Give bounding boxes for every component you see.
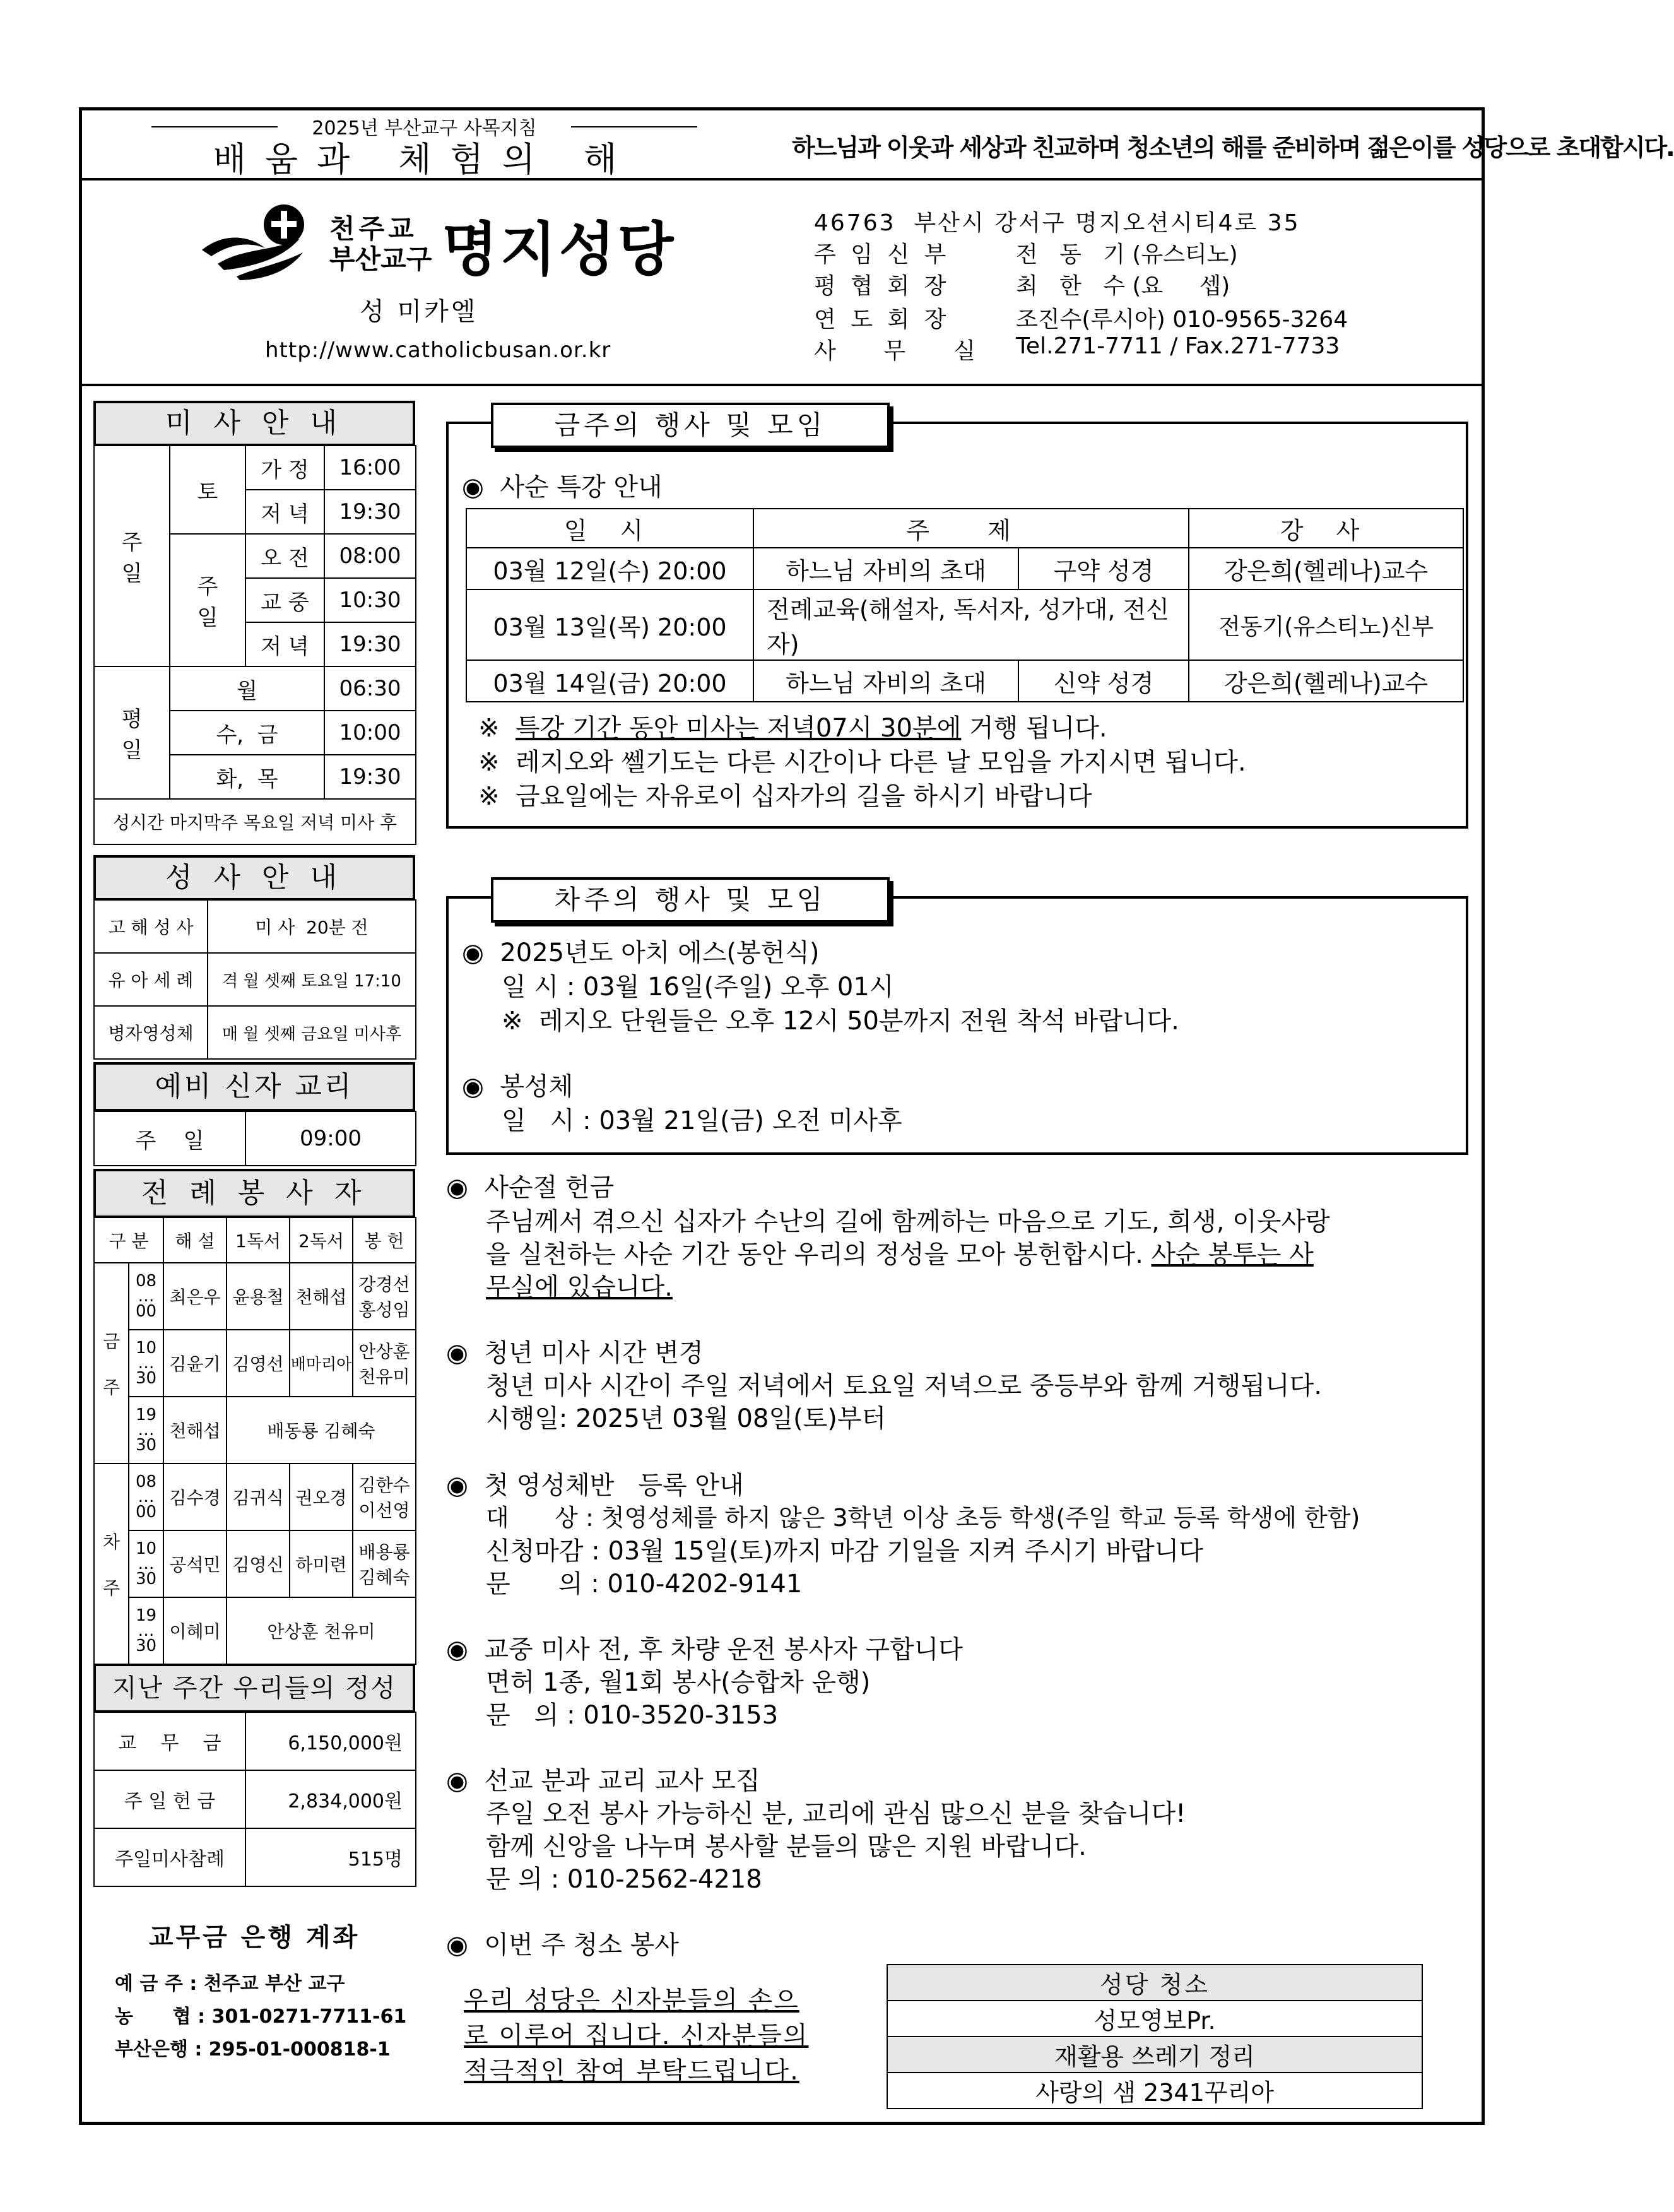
- servers-cell: 이혜미: [163, 1597, 227, 1664]
- lecture-table: [466, 508, 1464, 702]
- bank-title: 교무금 은행 계좌: [148, 1923, 360, 1952]
- offering-name: 주일미사참례: [94, 1828, 245, 1886]
- servers-cell: 김영신: [227, 1530, 290, 1597]
- note-suffix: 거행 됩니다.: [961, 714, 1107, 743]
- guideline-rule-right: [571, 126, 697, 127]
- catechumen-time: 09:00: [245, 1111, 416, 1166]
- lecture-sub: 신약 성경: [1018, 660, 1189, 702]
- servers-cell: 김수경: [163, 1464, 227, 1530]
- notice-text: 주님께서 겪으신 십자가 수난의 길에 함께하는 마음으로 기도, 희생, 이웃사랑: [486, 1207, 1330, 1236]
- lecture-lecturer: 전동기(유스티노)신부: [1189, 589, 1463, 660]
- lecture-lecturer: 강은희(헬레나)교수: [1189, 660, 1463, 702]
- sacrament-value: 매 월 셋째 금요일 미사후: [208, 1006, 416, 1059]
- notice-title: ◉ 선교 분과 교리 교사 모집: [446, 1766, 760, 1795]
- this-week-note: ※ 금요일에는 자유로이 십자가의 길을 하시기 바랍니다: [478, 782, 1092, 811]
- servers-next-week-label: 차 주: [94, 1464, 129, 1664]
- address: 46763 부산시 강서구 명지오션시티4로 35: [814, 210, 1300, 236]
- lecture-header-lecturer: 강 사: [1189, 509, 1463, 548]
- weekday-day: 화, 목: [170, 755, 324, 799]
- mass-row-time: 16:00: [324, 446, 416, 490]
- mass-table: [93, 445, 416, 845]
- sacrament-value: 미 사 20분 전: [208, 900, 416, 953]
- mass-sat-label: 토: [170, 446, 245, 534]
- offering-value: 6,150,000원: [245, 1712, 416, 1770]
- cleaning-row: 성모영보Pr.: [887, 2001, 1422, 2037]
- servers-cell: 배용룡 김혜숙: [353, 1530, 416, 1597]
- lecture-topic: 전례교육(해설자, 독서자, 성가대, 전신자): [753, 589, 1189, 660]
- offering-name: 주 일 헌 금: [94, 1770, 245, 1828]
- servers-cell: 천해섭: [163, 1397, 227, 1464]
- weekday-day: 수, 금: [170, 711, 324, 755]
- year-theme: 배움과 체험의 해: [213, 139, 636, 179]
- lent-text-b: 사순 봉투는 사: [1151, 1240, 1314, 1269]
- servers-cell: 강경선 홍성임: [353, 1263, 416, 1330]
- mass-row-time: 19:30: [324, 622, 416, 666]
- notice-title: ◉ 청년 미사 시간 변경: [446, 1339, 704, 1368]
- servers-cell: 권오경: [290, 1464, 353, 1530]
- sacrament-name: 고 해 성 사: [94, 900, 208, 953]
- offering-title: 지난 주간 우리들의 정성: [93, 1664, 415, 1713]
- mass-row-name: 교 중: [245, 578, 324, 622]
- servers-time: 19 … 30: [129, 1397, 163, 1464]
- note-underlined: 특강 기간 동안 미사는 저녁07시 30분에: [515, 714, 962, 743]
- clean-text: 우리 성당은 신자분들의 손으: [464, 1986, 799, 2015]
- notice-text: [486, 1234, 1314, 1270]
- lecture-topic: 하느님 자비의 초대: [753, 548, 1018, 589]
- servers-header: 1독서: [227, 1217, 290, 1263]
- sacrament-title: 성 사 안 내: [93, 855, 415, 901]
- note-prefix: ※: [478, 714, 516, 743]
- servers-cell: 김윤기: [163, 1330, 227, 1397]
- notice-title: ◉ 이번 주 청소 봉사: [446, 1931, 679, 1960]
- cleaning-row: 사랑의 샘 2341꾸리아: [887, 2073, 1422, 2108]
- servers-cell: 배마리아: [290, 1330, 353, 1397]
- mass-row-name: 가 정: [245, 446, 324, 490]
- next-week-title: 차주의 행사 및 모임: [491, 877, 890, 923]
- notice-text: 대 상 : 첫영성체를 하지 않은 3학년 이상 초등 학생(주일 학교 등록 학생에 한함): [486, 1504, 1360, 1532]
- mass-sunday-label: 주 일: [94, 446, 170, 666]
- bank-line: 부산은행 : 295-01-000818-1: [115, 2038, 391, 2061]
- bank-line: 예 금 주 : 천주교 부산 교구: [115, 1973, 345, 1995]
- this-week-title: 금주의 행사 및 모임: [491, 403, 890, 448]
- weekday-time: 06:30: [324, 666, 416, 711]
- mass-row-time: 08:00: [324, 534, 416, 578]
- servers-header: 해 설: [163, 1217, 227, 1263]
- servers-cell: 천해섭: [290, 1263, 353, 1330]
- servers-time: 10 … 30: [129, 1530, 163, 1597]
- notice-text: 면허 1종, 월1회 봉사(승합차 운행): [486, 1668, 871, 1697]
- guideline-rule-left: [151, 126, 278, 127]
- lecture-header-date: 일 시: [466, 509, 753, 548]
- lecture-date: 03월 14일(금) 20:00: [466, 660, 753, 702]
- servers-time: 10 … 30: [129, 1330, 163, 1397]
- servers-cell: 윤용철: [227, 1263, 290, 1330]
- lecture-lecturer: 강은희(헬레나)교수: [1189, 548, 1463, 589]
- this-week-note: ※ 레지오와 쎌기도는 다른 시간이나 다른 날 모임을 가지시면 됩니다.: [478, 748, 1246, 777]
- mass-row-time: 10:30: [324, 578, 416, 622]
- lent-text-a: 을 실천하는 사순 기간 동안 우리의 정성을 모아 봉헌합시다.: [486, 1240, 1152, 1269]
- patron: 성 미카엘: [360, 297, 478, 326]
- servers-cell: 김영선: [227, 1330, 290, 1397]
- mass-row-name: 저 녁: [245, 622, 324, 666]
- this-week-note: [478, 708, 1107, 744]
- servers-time: 08 … 00: [129, 1263, 163, 1330]
- catechumen-day: 주 일: [94, 1111, 245, 1166]
- mass-title: 미 사 안 내: [93, 401, 415, 446]
- sacrament-table: [93, 899, 416, 1060]
- lecture-header-topic: 주 제: [753, 509, 1189, 548]
- mass-row-name: 오 전: [245, 534, 324, 578]
- servers-cell: 김귀식: [227, 1464, 290, 1530]
- next-week-line: ◉ 2025년도 아치 에스(봉헌식): [462, 938, 820, 967]
- servers-header: 구 분: [94, 1217, 163, 1263]
- servers-title: 전 례 봉 사 자: [93, 1169, 415, 1218]
- lecture-date: 03월 13일(목) 20:00: [466, 589, 753, 660]
- mass-row-time: 19:30: [324, 490, 416, 534]
- mass-row-name: 저 녁: [245, 490, 324, 534]
- bank-line: 농 협 : 301-0271-7711-61: [115, 2006, 407, 2028]
- notice-title: ◉ 교중 미사 전, 후 차량 운전 봉사자 구합니다: [446, 1635, 963, 1664]
- diocese-line2: 부산교구: [329, 244, 432, 275]
- contact-value-4: Tel.271-7711 / Fax.271-7733: [1016, 333, 1340, 359]
- servers-merged: 안상훈 천유미: [227, 1597, 416, 1664]
- clean-text: 로 이루어 집니다. 신자분들의: [464, 2021, 809, 2050]
- website-link[interactable]: http://www.catholicbusan.or.kr: [265, 338, 611, 363]
- sacrament-name: 유 아 세 례: [94, 953, 208, 1006]
- servers-time: 08 … 00: [129, 1464, 163, 1530]
- holy-hour-note: 성시간 마지막주 목요일 저녁 미사 후: [94, 799, 416, 844]
- servers-table: [93, 1217, 416, 1665]
- offering-table: [93, 1712, 416, 1887]
- contact-value-1: 전 동 기 (유스티노): [1016, 242, 1238, 268]
- parish-logo-icon: [199, 201, 312, 283]
- sacrament-name: 병자영성체: [94, 1006, 208, 1059]
- lecture-topic: 하느님 자비의 초대: [753, 660, 1018, 702]
- next-week-line: 일 시 : 03월 21일(금) 오전 미사후: [502, 1106, 902, 1135]
- contact-role-1: 주 임 신 부: [814, 242, 950, 268]
- catechumen-title: 예비 신자 교리: [93, 1062, 415, 1111]
- servers-header: 2독서: [290, 1217, 353, 1263]
- weekday-day: 월: [170, 666, 324, 711]
- notice-text: 함께 신앙을 나누며 봉사할 분들의 많은 지원 바랍니다.: [486, 1832, 1087, 1861]
- weekday-time: 10:00: [324, 711, 416, 755]
- cleaning-row: 재활용 쓰레기 정리: [887, 2037, 1422, 2073]
- cleaning-row: 성당 청소: [887, 1965, 1422, 2001]
- notice-text: 신청마감 : 03월 15일(토)까지 마감 기일을 지켜 주시기 바랍니다: [486, 1537, 1203, 1566]
- offering-value: 2,834,000원: [245, 1770, 416, 1828]
- notice-title: ◉ 사순절 헌금: [446, 1173, 615, 1202]
- diocese-line1: 천주교: [329, 213, 418, 244]
- contact-value-3: 조진수(루시아) 010-9565-3264: [1016, 307, 1348, 333]
- lecture-date: 03월 12일(수) 20:00: [466, 548, 753, 589]
- notice-text: 청년 미사 시간이 주일 저녁에서 토요일 저녁으로 중등부와 함께 거행됩니다.: [486, 1371, 1322, 1400]
- servers-cell: 하미련: [290, 1530, 353, 1597]
- servers-cell: 공석민: [163, 1530, 227, 1597]
- offering-name: 교 무 금: [94, 1712, 245, 1770]
- next-week-line: ※ 레지오 단원들은 오후 12시 50분까지 전원 착석 바랍니다.: [502, 1007, 1179, 1036]
- mass-weekday-label: 평 일: [94, 666, 170, 799]
- notice-text: 주일 오전 봉사 가능하신 분, 교리에 관심 많으신 분을 찾습니다!: [486, 1799, 1186, 1828]
- weekday-time: 19:30: [324, 755, 416, 799]
- slogan: 하느님과 이웃과 세상과 친교하며 청소년의 해를 준비하며 젊은이를 성당으로 초대합시다.: [792, 134, 1674, 162]
- notice-text: 문 의 : 010-3520-3153: [486, 1701, 779, 1730]
- servers-merged: 배동룡 김혜숙: [227, 1397, 416, 1464]
- next-week-line: 일 시 : 03월 16일(주일) 오후 01시: [502, 973, 894, 1002]
- parish-name: 명지성당: [442, 216, 676, 283]
- servers-cell: 최은우: [163, 1263, 227, 1330]
- lecture-sub: 구약 성경: [1018, 548, 1189, 589]
- notice-text: 시행일: 2025년 03월 08일(토)부터: [486, 1404, 887, 1433]
- contact-role-3: 연 도 회 장: [814, 307, 950, 333]
- notice-text: 문 의 : 010-4202-9141: [486, 1570, 803, 1599]
- cleaning-table: [887, 1964, 1423, 2109]
- contact-value-2: 최 한 수 (요 셉): [1016, 273, 1230, 299]
- offering-value: 515명: [245, 1828, 416, 1886]
- header-divider-2: [79, 384, 1485, 386]
- servers-cell: 안상훈 천유미: [353, 1330, 416, 1397]
- catechumen-table: [93, 1111, 416, 1166]
- sacrament-value: 격 월 셋째 토요일 17:10: [208, 953, 416, 1006]
- contact-role-2: 평 협 회 장: [814, 273, 950, 299]
- servers-header: 봉 헌: [353, 1217, 416, 1263]
- contact-role-4: 사 무 실: [814, 338, 979, 364]
- notice-text: 무실에 있습니다.: [486, 1273, 673, 1302]
- guideline-text: 2025년 부산교구 사목지침: [312, 117, 537, 139]
- servers-cell: 김한수 이선영: [353, 1464, 416, 1530]
- mass-sun-label: 주 일: [170, 534, 245, 666]
- servers-time: 19 … 30: [129, 1597, 163, 1664]
- notice-title: ◉ 첫 영성체반 등록 안내: [446, 1471, 744, 1500]
- servers-this-week-label: 금 주: [94, 1263, 129, 1464]
- next-week-line: ◉ 봉성체: [462, 1072, 574, 1101]
- clean-text: 적극적인 참여 부탁드립니다.: [464, 2057, 799, 2086]
- lecture-title: ◉ 사순 특강 안내: [462, 473, 663, 502]
- notice-text: 문 의 : 010-2562-4218: [486, 1865, 762, 1894]
